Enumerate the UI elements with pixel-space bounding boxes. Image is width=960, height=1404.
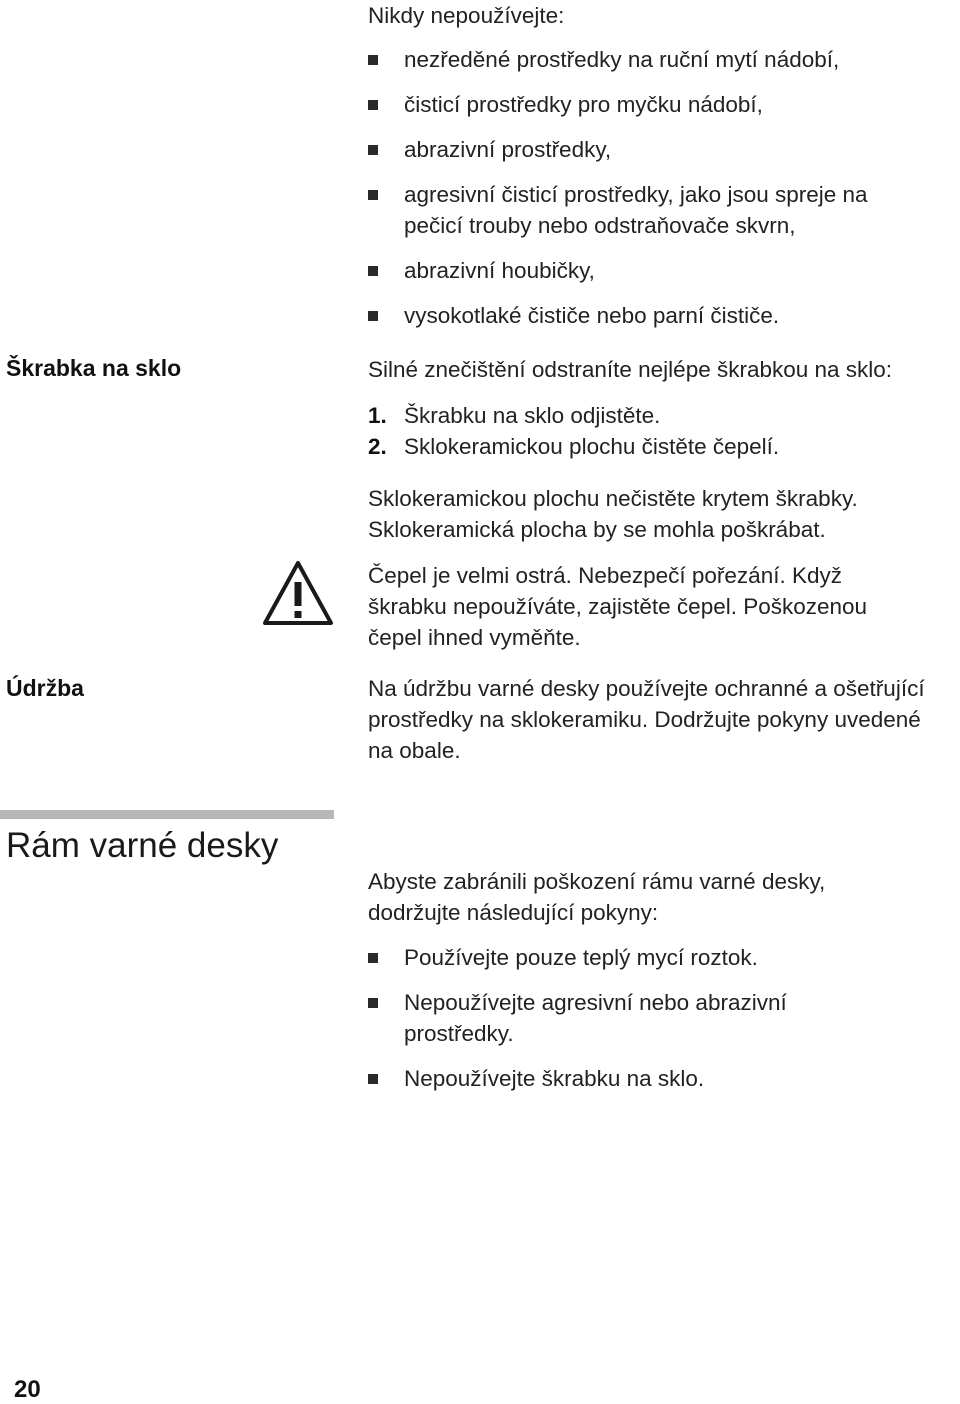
step-item: 1. Škrabku na sklo odjistěte. bbox=[368, 400, 938, 431]
section-divider bbox=[0, 810, 334, 819]
bullet-square-icon bbox=[368, 145, 378, 155]
maintenance-heading: Údržba bbox=[6, 675, 84, 701]
scraper-warning: Čepel je velmi ostrá. Nebezpečí pořezání. Když škrabku nepoužíváte, zajistěte čepel. Poškozenou čepel ihned vyměňte. bbox=[368, 563, 868, 650]
scraper-heading: Škrabka na sklo bbox=[6, 355, 182, 381]
step-number: 2. bbox=[368, 434, 387, 459]
bullet-square-icon bbox=[368, 100, 378, 110]
step-item: 2. Sklokeramickou plochu čistěte čepelí. bbox=[368, 431, 938, 462]
maintenance-text: Na údržbu varné desky používejte ochranné a ošetřující prostředky na sklokeramiku. Dodržujte pokyny uvedené na obale. bbox=[368, 676, 925, 763]
bullet-square-icon bbox=[368, 55, 378, 65]
list-item: Nepoužívejte škrabku na sklo. bbox=[368, 1063, 868, 1094]
list-item: vysokotlaké čističe nebo parní čističe. bbox=[368, 300, 938, 331]
section-title: Rám varné desky bbox=[6, 826, 279, 865]
bullet-square-icon bbox=[368, 266, 378, 276]
page-number: 20 bbox=[14, 1376, 41, 1403]
list-item: abrazivní houbičky, bbox=[368, 255, 938, 286]
never-use-intro: Nikdy nepoužívejte: bbox=[368, 3, 565, 28]
frame-intro: Abyste zabránili poškození rámu varné desky, dodržujte následující pokyny: bbox=[368, 869, 826, 925]
list-item: Používejte pouze teplý mycí roztok. bbox=[368, 942, 868, 973]
scraper-steps bbox=[368, 400, 938, 462]
bullet-square-icon bbox=[368, 190, 378, 200]
list-item: Nepoužívejte agresivní nebo abrazivní prostředky. bbox=[368, 987, 868, 1049]
frame-list bbox=[368, 942, 868, 1108]
list-item: abrazivní prostředky, bbox=[368, 134, 938, 165]
bullet-square-icon bbox=[368, 311, 378, 321]
list-item: agresivní čisticí prostředky, jako jsou spreje na pečicí trouby nebo odstraňovače skvrn, bbox=[368, 179, 924, 241]
bullet-square-icon bbox=[368, 1074, 378, 1084]
list-item: nezředěné prostředky na ruční mytí nádobí, bbox=[368, 44, 938, 75]
warning-triangle-icon bbox=[262, 560, 334, 626]
bullet-square-icon bbox=[368, 998, 378, 1008]
never-use-list bbox=[368, 44, 938, 345]
scraper-intro: Silné znečištění odstraníte nejlépe škrabkou na sklo: bbox=[368, 357, 893, 382]
step-number: 1. bbox=[368, 403, 387, 428]
bullet-square-icon bbox=[368, 953, 378, 963]
list-item: čisticí prostředky pro myčku nádobí, bbox=[368, 89, 938, 120]
scraper-note: Sklokeramickou plochu nečistěte krytem škrabky. Sklokeramická plocha by se mohla poškrábat. bbox=[368, 486, 858, 542]
